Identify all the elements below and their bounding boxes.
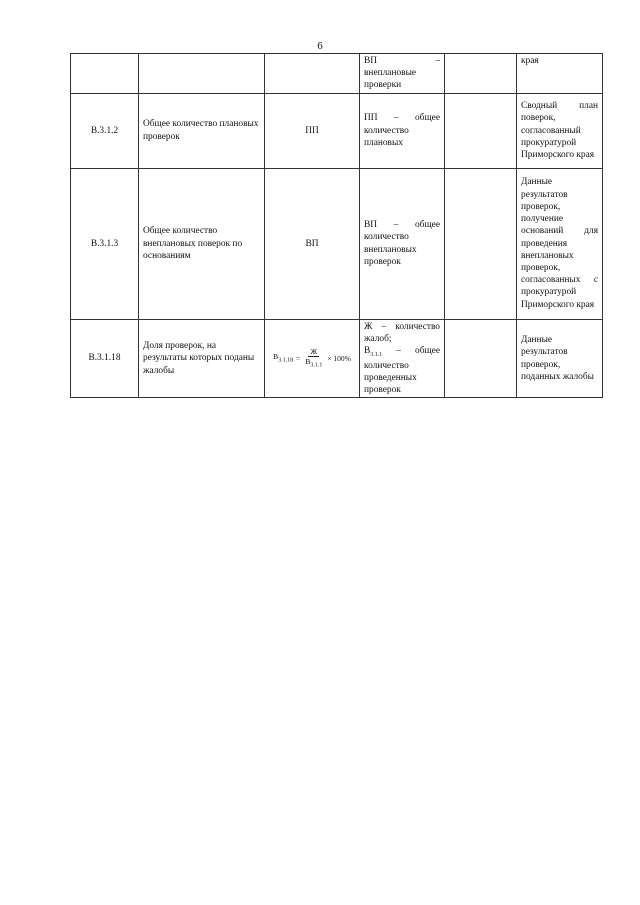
empty-cell [445,93,517,168]
formula-description [360,54,445,94]
indicator-name: Общее количество внеплановых поверок по основаниям [139,168,265,319]
indicator-formula [265,54,360,94]
desc-dash: – [435,56,440,66]
desc-text: внеплановые проверки [364,68,417,91]
indicator-formula: ПП [265,93,360,168]
empty-cell [445,168,517,319]
indicators-table [70,53,603,398]
formula-description: ВП – общее количество внеплановых проверок [360,168,445,319]
data-source: Сводный план поверок, согласованный прокуратурой Приморского края [517,93,603,168]
indicator-code: В.3.1.2 [71,93,139,168]
indicator-name: Общее количество плановых проверок [139,93,265,168]
page-number: 6 [317,40,323,52]
indicator-code: В.3.1.18 [71,319,139,398]
formula-description: ПП – общее количество плановых [360,93,445,168]
data-source: Данные результатов проверок, получение оснований для проведения внеплановых проверок, согласованных с прокуратурой Приморского края [517,168,603,319]
indicator-name [139,54,265,94]
formula-expression: $В_{3.1.18}$ = $\frac{Ж}{В_{3.1.1}}$ × 100% [273,346,351,369]
indicator-name: Доля проверок, на результаты которых поданы жалобы [139,319,265,398]
formula-description: Ж – количество жалоб; $В_{3.1.1}$ – общее количество проведенных проверок [360,319,445,398]
empty-cell [445,54,517,94]
indicator-code: В.3.1.3 [71,168,139,319]
table-row [71,168,603,319]
empty-cell [445,319,517,398]
table-row [71,54,603,94]
data-source: Данные результатов проверок, поданных жалобы [517,319,603,398]
indicator-formula [265,319,360,398]
data-source: края [517,54,603,94]
formula-fraction: $\frac{Ж}{В_{3.1.1}}$ [305,346,323,369]
table-row [71,93,603,168]
desc-term: ВП [364,56,378,66]
table-row [71,319,603,398]
indicator-formula: ВП [265,168,360,319]
indicator-code [71,54,139,94]
